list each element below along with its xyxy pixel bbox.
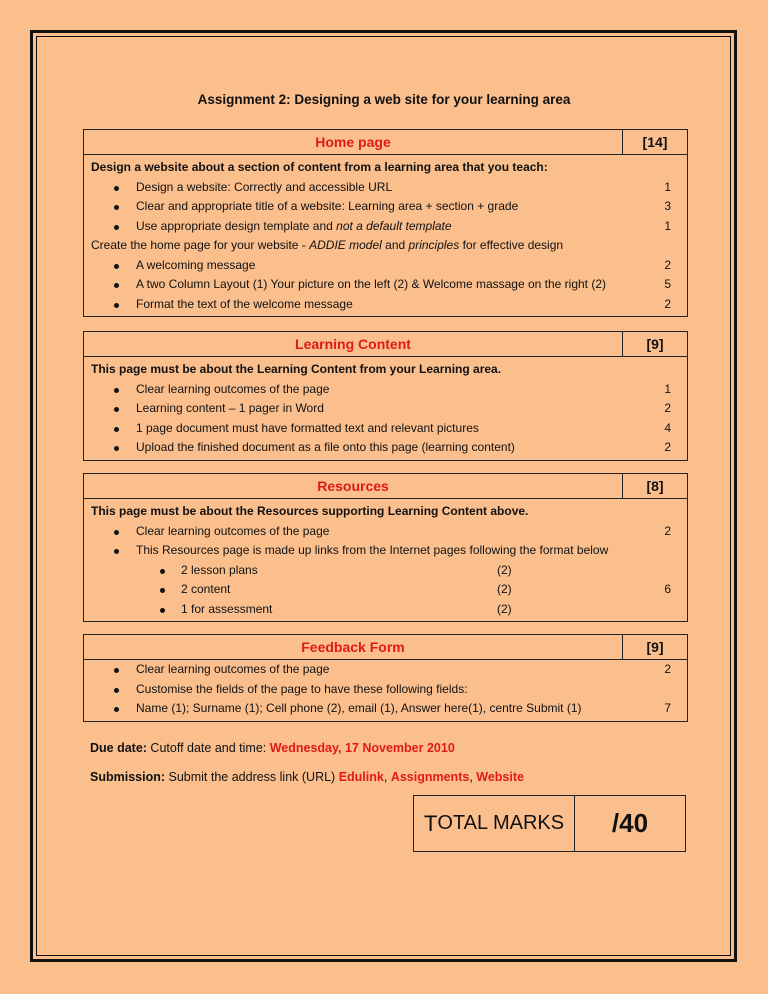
total-marks-box xyxy=(413,795,686,852)
total-marks-label: T OTAL MARKS xyxy=(414,796,575,851)
list-item: 2 content (2) 6 xyxy=(84,580,687,600)
list-item: This Resources page is made up links from the Internet pages following the format below xyxy=(84,541,687,561)
section-marks: [14] xyxy=(642,134,668,150)
bullet-icon xyxy=(114,225,119,230)
sub-mark: (2) xyxy=(497,562,512,577)
bullet-icon xyxy=(114,446,119,451)
bullet-icon xyxy=(114,264,119,269)
list-item: Upload the finished document as a file onto this page (learning content) 2 xyxy=(84,438,687,458)
section-marks: [9] xyxy=(646,336,664,352)
due-date-line: Due date: Cutoff date and time: Wednesday, 17 November 2010 xyxy=(90,741,455,755)
link-assignments: Assignments xyxy=(390,770,470,784)
row-mark: 2 xyxy=(664,440,671,454)
bullet-icon xyxy=(114,407,119,412)
list-item: Name (1); Surname (1); Cell phone (2), email (1), Answer here(1), centre Submit (1) 7 xyxy=(84,699,687,719)
list-item: Design a website about a section of content from a learning area that you teach: xyxy=(91,160,548,174)
bullet-icon xyxy=(114,668,119,673)
row-mark: 2 xyxy=(664,523,671,538)
section-marks: [9] xyxy=(646,639,664,655)
row-mark: 2 xyxy=(664,296,671,311)
bullet-icon xyxy=(114,549,119,554)
bullet-icon xyxy=(160,588,165,593)
row-mark: 1 xyxy=(664,179,671,194)
due-date-value: Wednesday, 17 November 2010 xyxy=(269,741,455,755)
row-mark: 1 xyxy=(664,218,671,233)
bullet-icon xyxy=(160,608,165,613)
section-marks: [8] xyxy=(646,478,664,494)
bullet-icon xyxy=(114,688,119,693)
list-item: A welcoming message 2 xyxy=(84,256,687,276)
bullet-icon xyxy=(114,205,119,210)
row-mark: 7 xyxy=(664,701,671,715)
link-edulink: Edulink xyxy=(338,770,384,784)
sub-mark: (2) xyxy=(497,582,512,596)
list-item: 1 for assessment (2) xyxy=(84,600,687,620)
link-website: Website xyxy=(476,770,524,784)
document-title: Assignment 2: Designing a web site for your learning area xyxy=(197,92,571,107)
section-home-page xyxy=(83,129,688,317)
list-item: Clear and appropriate title of a website: Learning area + section + grade 3 xyxy=(84,197,687,217)
bullet-icon xyxy=(114,707,119,712)
row-mark: 2 xyxy=(664,662,671,676)
row-mark: 6 xyxy=(664,582,671,596)
list-item: Design a website: Correctly and accessible URL 1 xyxy=(84,178,687,198)
list-item: This page must be about the Resources supporting Learning Content above. xyxy=(91,504,529,518)
section-learning-content xyxy=(83,331,688,461)
row-mark: 2 xyxy=(664,401,671,415)
list-item: Clear learning outcomes of the page 1 xyxy=(84,380,687,400)
bullet-icon xyxy=(160,569,165,574)
bullet-icon xyxy=(114,530,119,535)
list-item: Use appropriate design template and not a default template 1 xyxy=(84,217,687,237)
sub-mark: (2) xyxy=(497,601,512,616)
bullet-icon xyxy=(114,283,119,288)
list-item: Clear learning outcomes of the page 2 xyxy=(84,522,687,542)
row-mark: 4 xyxy=(664,420,671,435)
row-mark: 2 xyxy=(664,257,671,272)
section-resources xyxy=(83,473,688,622)
list-item: Customise the fields of the page to have these following fields: xyxy=(84,680,687,700)
submission-line: Submission: Submit the address link (URL) Edulink, Assignments, Website xyxy=(90,770,524,784)
list-item: Format the text of the welcome message 2 xyxy=(84,295,687,315)
bullet-icon xyxy=(114,427,119,432)
section-title: Learning Content xyxy=(84,332,623,356)
section-title: Resources xyxy=(84,474,623,498)
row-mark: 3 xyxy=(664,199,671,213)
section-title: Feedback Form xyxy=(84,635,623,659)
bullet-icon xyxy=(114,388,119,393)
list-item: Learning content – 1 pager in Word 2 xyxy=(84,399,687,419)
list-item: 2 lesson plans (2) xyxy=(84,561,687,581)
list-item: 1 page document must have formatted text and relevant pictures 4 xyxy=(84,419,687,439)
list-item: A two Column Layout (1) Your picture on the left (2) & Welcome massage on the right (2) 5 xyxy=(84,275,687,295)
section-feedback-form xyxy=(83,634,688,722)
row-mark: 5 xyxy=(664,277,671,291)
row-mark: 1 xyxy=(664,381,671,396)
list-item: Create the home page for your website - ADDIE model and principles for effective design xyxy=(91,238,564,252)
bullet-icon xyxy=(114,303,119,308)
list-item: This page must be about the Learning Content from your Learning area. xyxy=(91,362,502,376)
total-marks-value: /40 xyxy=(611,808,649,838)
list-item: Clear learning outcomes of the page 2 xyxy=(84,660,687,680)
section-title: Home page xyxy=(84,130,623,154)
bullet-icon xyxy=(114,186,119,191)
